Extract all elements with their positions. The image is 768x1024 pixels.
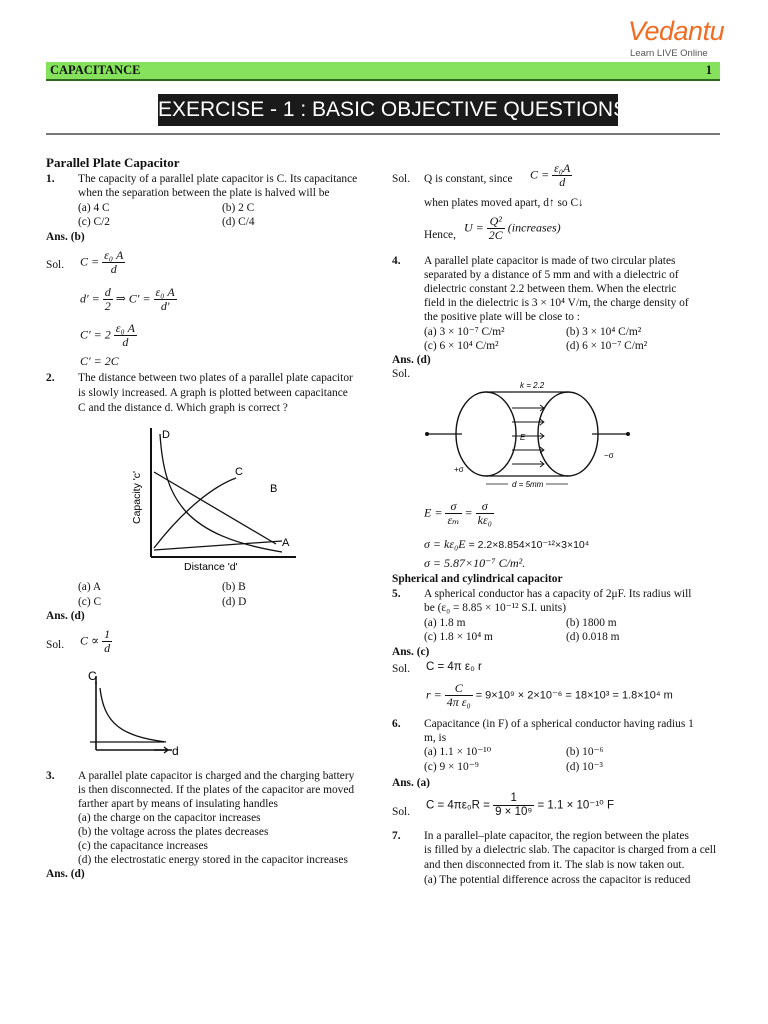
- section2-heading: Spherical and cylindrical capacitor: [392, 573, 563, 585]
- q5-option-a: (a) 1.8 m: [424, 617, 466, 629]
- q3-sol-u-eq: U = $\frac{\text{Q²}}{2C}$ (increases): [464, 214, 561, 242]
- q3-option-c: (c) the capacitance increases: [78, 840, 208, 852]
- q4-fig-plus: +σ: [454, 465, 464, 474]
- q1-eq1: C = $\frac{\text{ε₀ A}}{d}$: [80, 248, 124, 276]
- q4-fig-k: k = 2.2: [520, 381, 545, 390]
- q6-option-a: (a) 1.1 × 10⁻¹⁰: [424, 746, 492, 758]
- q3-line2: is then disconnected. If the plates of the capacitor are moved: [78, 784, 355, 796]
- q2-label-a: A: [282, 537, 290, 549]
- q4-fig-d: d = 5mm: [512, 480, 544, 489]
- q7-line3: and then disconnected from it. The slab is now taken out.: [424, 859, 685, 871]
- q2-sol-y-label: C: [88, 669, 97, 683]
- q4-right-plate: [538, 392, 598, 476]
- page-number: 1: [705, 63, 712, 77]
- q4-capacitor-figure: [424, 378, 644, 490]
- q5-answer: Ans. (c): [392, 646, 430, 658]
- q5-line2: be (ε₀ = 8.85 × 10⁻¹² S.I. units): [424, 602, 567, 614]
- q4-line2: separated by a distance of 5 mm and with a dielectric of: [424, 269, 679, 281]
- q6-option-c: (c) 9 × 10⁻⁹: [424, 761, 479, 773]
- q5-option-d: (d) 0.018 m: [566, 631, 620, 643]
- q3-line3: farther apart by means of insulating handles: [78, 798, 278, 810]
- q4-fig-minus: −σ: [604, 451, 614, 460]
- q4-line3: dielectric constant 2.2 between them. When the electric: [424, 283, 677, 295]
- q6-answer: Ans. (a): [392, 777, 430, 789]
- q4-line5: the positive plate will be close to :: [424, 311, 580, 323]
- q2-sol-eq: C ∝ $\frac{1}{d}$: [80, 627, 111, 655]
- q5-number: 5.: [392, 588, 401, 600]
- q4-option-c: (c) 6 × 10⁴ C/m²: [424, 340, 499, 352]
- q7-line2: is filled by a dielectric slab. The capacitor is charged from a cell: [424, 844, 717, 856]
- q4-sol-eq3: σ = 5.87×10⁻⁷ C/m².: [424, 556, 526, 570]
- q2-option-d: (d) D: [222, 596, 247, 608]
- q7-number: 7.: [392, 830, 401, 842]
- q1-option-d: (d) C/4: [222, 216, 255, 228]
- q5-line1: A spherical conductor has a capacity of 2μF. Its radius will: [424, 588, 692, 600]
- exercise-title: EXERCISE - 1 : BASIC OBJECTIVE QUESTIONS: [158, 94, 618, 126]
- q6-line1: Capacitance (in F) of a spherical conductor having radius 1: [424, 718, 694, 730]
- q4-option-d: (d) 6 × 10⁻⁷ C/m²: [566, 340, 648, 352]
- q1-eq4: C′ = 2C: [80, 354, 119, 368]
- q6-sol-label: Sol.: [392, 806, 411, 818]
- q2-y-label: Capacity 'c': [131, 470, 143, 524]
- q2-option-c: (c) C: [78, 596, 102, 608]
- q6-option-d: (d) 10⁻³: [566, 761, 603, 773]
- q2-label-b: B: [270, 483, 278, 495]
- q2-line3: C and the distance d. Which graph is correct ?: [78, 402, 288, 414]
- q2-sol-x-label: d: [172, 744, 179, 758]
- q5-sol-eq1: C = 4π ε₀ r: [426, 661, 482, 673]
- q4-number: 4.: [392, 255, 401, 267]
- q3-sol-label: Sol.: [392, 173, 411, 185]
- topic-title: CAPACITANCE: [50, 63, 141, 77]
- q4-option-a: (a) 3 × 10⁻⁷ C/m²: [424, 326, 505, 338]
- q4-sol-eq2: σ = kε₀E = 2.2×8.854×10⁻¹²×3×10⁴: [424, 537, 590, 551]
- q3-option-a: (a) the charge on the capacitor increases: [78, 812, 261, 824]
- brand-tagline: Learn LIVE Online: [630, 48, 708, 59]
- brand-name: Vedantu: [628, 16, 725, 46]
- q3-sol-c-eq: C = $\frac{\text{ε₀A}}{d}$: [530, 161, 571, 189]
- q4-sol-eq1: E = $\frac{\sigma}{\text{εₘ}}$ = $\frac{\sigma}{\text{kε₀}}$: [424, 499, 492, 527]
- q2-sol-label: Sol.: [46, 639, 65, 651]
- q2-label-d: D: [162, 429, 170, 441]
- q5-option-b: (b) 1800 m: [566, 617, 617, 629]
- topic-band: [46, 62, 720, 81]
- q6-sol-eq: C = 4πε₀R = $\frac{1}{\text{9 × 10⁹}}$ = 1.1 × 10⁻¹⁰ F: [426, 792, 615, 818]
- q3-sol-line1: Q is constant, since: [424, 173, 513, 185]
- vedantu-logo: [628, 16, 728, 68]
- q7-line1: In a parallel–plate capacitor, the region between the plates: [424, 830, 689, 842]
- q2-x-label: Distance 'd': [184, 561, 238, 573]
- q6-line2: m, is: [424, 732, 447, 744]
- q4-answer: Ans. (d): [392, 354, 431, 366]
- q2-curve-d: [160, 434, 282, 552]
- q3-number: 3.: [46, 770, 55, 782]
- q2-answer: Ans. (d): [46, 610, 85, 622]
- q1-eq2: d′ = $\frac{d}{2}$ ⇒ C′ = $\frac{\text{ε₀ A}}{d'}$: [80, 285, 175, 313]
- q1-option-a: (a) 4 C: [78, 202, 110, 214]
- q2-line2: is slowly increased. A graph is plotted between capacitance: [78, 387, 348, 399]
- q1-option-c: (c) C/2: [78, 216, 110, 228]
- q3-option-b: (b) the voltage across the plates decreases: [78, 826, 269, 838]
- q1-line1: The capacity of a parallel plate capacitor is C. Its capacitance: [78, 173, 358, 185]
- q2-option-a: (a) A: [78, 581, 102, 593]
- q3-sol-hence: Hence,: [424, 229, 456, 241]
- q1-line2: when the separation between the plate is halved will be: [78, 187, 330, 199]
- q2-option-b: (b) B: [222, 581, 246, 593]
- q1-sol-label: Sol.: [46, 259, 65, 271]
- q5-option-c: (c) 1.8 × 10⁴ m: [424, 631, 493, 643]
- q3-answer: Ans. (d): [46, 868, 85, 880]
- q3-line1: A parallel plate capacitor is charged and the charging battery: [78, 770, 355, 782]
- q4-fig-e: E: [520, 433, 526, 442]
- q4-sol-label: Sol.: [392, 368, 411, 380]
- q6-number: 6.: [392, 718, 401, 730]
- q4-left-plate: [456, 392, 516, 476]
- q3-option-d: (d) the electrostatic energy stored in the capacitor increases: [78, 854, 348, 866]
- q2-number: 2.: [46, 372, 55, 384]
- q2-curve-b: [154, 472, 276, 544]
- q7-line4: (a) The potential difference across the capacitor is reduced: [424, 874, 691, 886]
- q2-line1: The distance between two plates of a parallel plate capacitor: [78, 372, 353, 384]
- q4-line4: field in the dielectric is 3 × 10⁴ V/m, the charge density of: [424, 297, 689, 309]
- q1-eq3: C′ = 2 $\frac{\text{ε₀ A}}{d}$: [80, 321, 135, 349]
- q5-sol-eq2: r = $\frac{C}{\text{4π ε₀}}$ = 9×10⁹ × 2×10⁻⁶ = 18×10³ = 1.8×10⁴ m: [426, 681, 673, 709]
- q6-option-b: (b) 10⁻⁶: [566, 746, 604, 758]
- q1-answer: Ans. (b): [46, 231, 85, 243]
- q4-line1: A parallel plate capacitor is made of two circular plates: [424, 255, 676, 267]
- q1-option-b: (b) 2 C: [222, 202, 255, 214]
- q2-sol-curve: [100, 688, 166, 742]
- q5-sol-label: Sol.: [392, 663, 411, 675]
- q3-sol-line2: when plates moved apart, d↑ so C↓: [424, 197, 584, 209]
- q4-option-b: (b) 3 × 10⁴ C/m²: [566, 326, 642, 338]
- section-heading: Parallel Plate Capacitor: [46, 155, 180, 170]
- q2-graph: [124, 424, 304, 574]
- q2-label-c: C: [235, 466, 243, 478]
- q1-number: 1.: [46, 173, 55, 185]
- header-divider: [46, 133, 720, 135]
- q2-sol-graph: [82, 668, 192, 762]
